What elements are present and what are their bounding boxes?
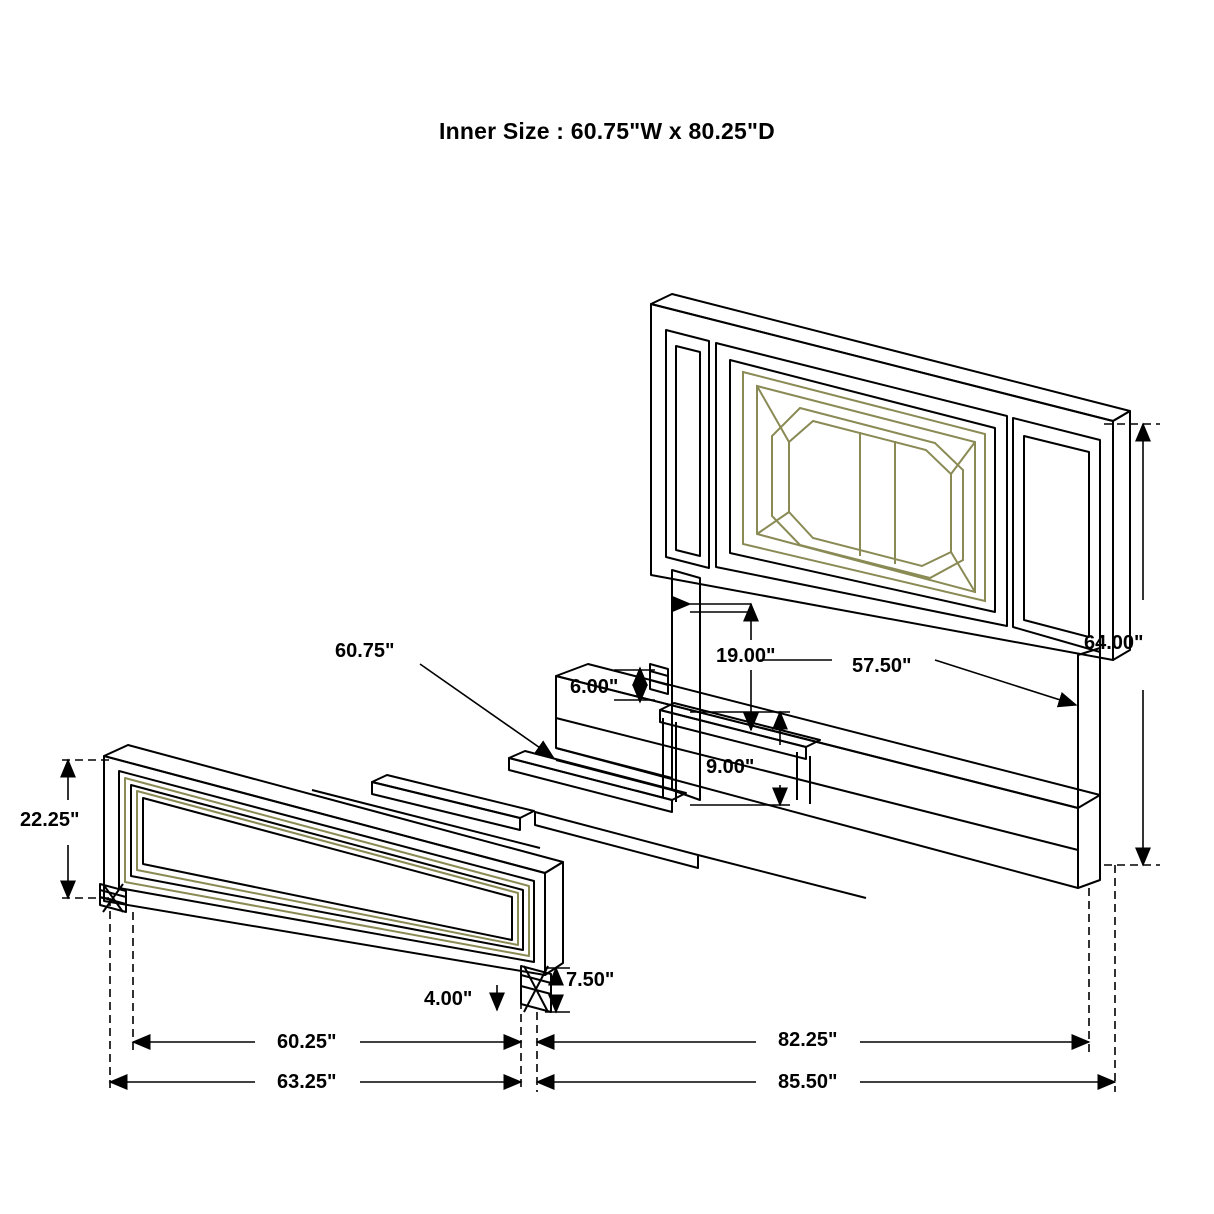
dimension-label-overall-width: 63.25" bbox=[277, 1071, 337, 1093]
dimension-label-inner-width: 60.25" bbox=[277, 1031, 337, 1053]
dimension-label-headboard-width: 57.50" bbox=[852, 655, 912, 677]
headboard-panel-accent bbox=[743, 372, 985, 601]
page-title: Inner Size : 60.75"W x 80.25"D bbox=[439, 118, 775, 144]
dimension-label-leg-height: 7.50" bbox=[566, 969, 615, 991]
bed-frame-geometry bbox=[100, 570, 1100, 1012]
dimension-label-headboard-panel-height: 19.00" bbox=[716, 645, 776, 667]
dimension-label-slat-width: 60.75" bbox=[335, 640, 395, 662]
dimension-label-footboard-height: 22.25" bbox=[20, 809, 80, 831]
headboard-geometry bbox=[651, 294, 1130, 660]
dimension-label-rail-thickness: 6.00" bbox=[570, 676, 619, 698]
dimension-label-headboard-height: 64.00" bbox=[1084, 632, 1144, 654]
dimension-label-overall-depth: 85.50" bbox=[778, 1071, 838, 1093]
dimension-label-inner-depth: 82.25" bbox=[778, 1029, 838, 1051]
dimension-label-leg-width: 4.00" bbox=[424, 988, 473, 1010]
dimension-label-deck-clearance: 9.00" bbox=[706, 756, 755, 778]
